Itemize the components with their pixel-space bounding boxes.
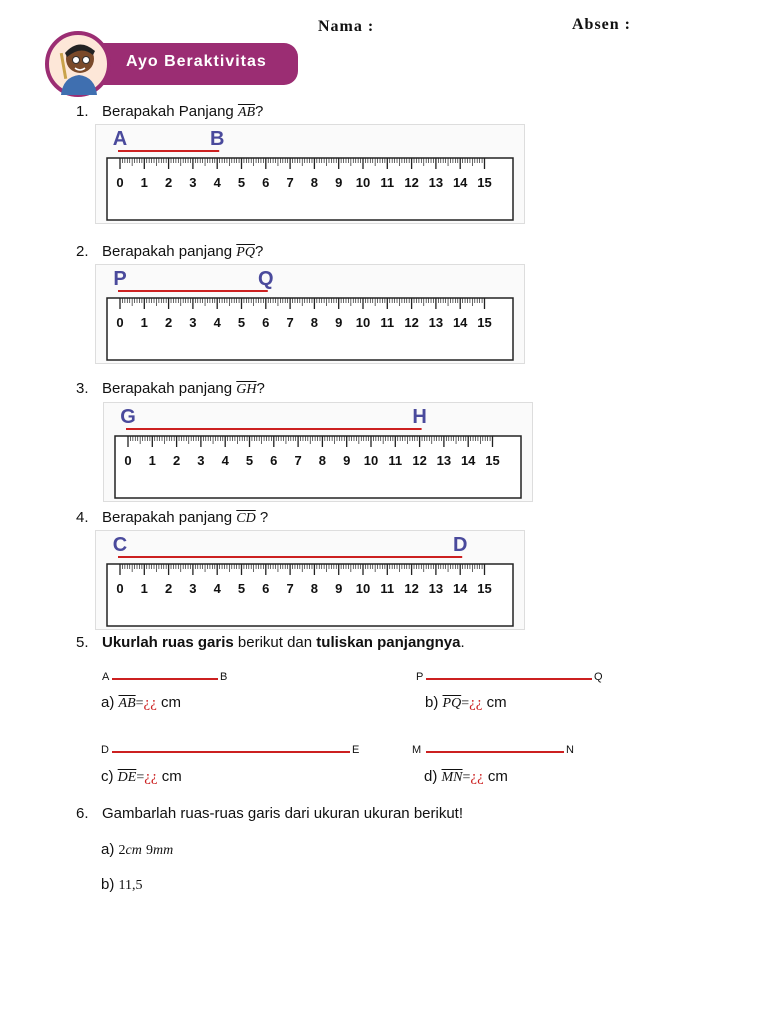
ruler-number: 14 bbox=[452, 175, 468, 190]
ruler-number: 10 bbox=[363, 453, 379, 468]
question-number: 3. bbox=[76, 380, 89, 397]
segment-mn bbox=[412, 744, 582, 758]
question-end: . bbox=[460, 634, 465, 651]
segment-line bbox=[112, 678, 218, 680]
answer-d bbox=[424, 768, 508, 786]
ruler-number: 0 bbox=[116, 581, 124, 596]
segment-end-letter: Q bbox=[258, 268, 274, 290]
question-number: 4. bbox=[76, 509, 89, 526]
ruler-cd bbox=[95, 530, 525, 630]
question-5 bbox=[76, 634, 465, 651]
answer-b bbox=[425, 694, 507, 712]
equals-sign: = bbox=[135, 696, 144, 711]
segment-de bbox=[101, 744, 366, 758]
ruler-number: 13 bbox=[428, 315, 444, 330]
ruler-number: 7 bbox=[286, 175, 294, 190]
ruler-number: 6 bbox=[262, 175, 270, 190]
ruler-svg bbox=[95, 124, 525, 224]
ruler-number: 1 bbox=[148, 453, 156, 468]
question-text: Berapakah panjang bbox=[102, 509, 237, 526]
answer-label: b) bbox=[425, 694, 439, 711]
segment-line bbox=[426, 751, 564, 753]
segment-start-letter: G bbox=[120, 406, 136, 428]
segment-symbol: $\overline{DE}$ bbox=[117, 770, 137, 785]
answer-label: d) bbox=[424, 768, 438, 785]
ruler-number: 1 bbox=[140, 581, 148, 596]
ruler-number: 7 bbox=[294, 453, 302, 468]
question-text: Berapakah panjang bbox=[102, 243, 237, 260]
ruler-number: 15 bbox=[477, 315, 492, 330]
ruler-svg bbox=[95, 264, 525, 364]
equals-sign: = bbox=[462, 770, 471, 785]
ruler-number: 4 bbox=[221, 453, 229, 468]
ruler-number: 10 bbox=[355, 315, 371, 330]
ruler-number: 13 bbox=[428, 175, 444, 190]
question-number: 6. bbox=[76, 805, 89, 822]
ruler-number: 8 bbox=[310, 175, 319, 190]
segment-line bbox=[426, 678, 592, 680]
segment-end-letter: H bbox=[412, 406, 427, 428]
ruler-number: 8 bbox=[310, 581, 319, 596]
banner-title: Ayo Beraktivitas bbox=[126, 53, 267, 70]
ruler-number: 2 bbox=[164, 175, 173, 190]
segment-start-letter: P bbox=[113, 268, 127, 290]
ruler-number: 13 bbox=[428, 581, 444, 596]
ruler-number: 2 bbox=[164, 315, 173, 330]
ruler-number: 5 bbox=[237, 581, 246, 596]
unit-label: cm bbox=[482, 694, 507, 711]
value-unit: mm bbox=[153, 843, 174, 858]
segment-symbol: $\overline{PQ}$ bbox=[442, 696, 462, 711]
ruler-number: 3 bbox=[189, 315, 197, 330]
ruler-number: 14 bbox=[452, 581, 468, 596]
ruler-svg bbox=[103, 402, 533, 502]
question-number: 2. bbox=[76, 243, 89, 260]
segment-symbol: $\overline{GH}$ bbox=[236, 382, 257, 397]
unit-label: cm bbox=[483, 768, 508, 785]
ruler-number: 7 bbox=[286, 315, 294, 330]
segment-symbol: $\overline{CD}$ bbox=[236, 511, 256, 526]
question-text: Berapakah panjang bbox=[102, 380, 237, 397]
answer-blank[interactable]: ¿¿ bbox=[144, 769, 158, 785]
ruler-gh bbox=[103, 402, 533, 502]
ruler-number: 15 bbox=[477, 581, 492, 596]
ruler-number: 11 bbox=[380, 175, 395, 190]
segment-end-letter: B bbox=[209, 128, 225, 150]
answer-c bbox=[101, 768, 182, 786]
question-2 bbox=[76, 243, 263, 261]
segment-end-label: B bbox=[220, 671, 228, 683]
equals-sign: = bbox=[461, 696, 470, 711]
item-label: b) bbox=[101, 876, 115, 893]
ruler-number: 0 bbox=[116, 315, 124, 330]
segment-end-letter: D bbox=[452, 534, 468, 556]
nama-label: Nama : bbox=[318, 18, 375, 35]
segment-line bbox=[112, 751, 350, 753]
segment-symbol: $\overline{MN}$ bbox=[441, 770, 463, 785]
segment-pq bbox=[416, 671, 616, 685]
question-text: berikut dan bbox=[233, 634, 317, 651]
answer-blank[interactable]: ¿¿ bbox=[469, 695, 483, 711]
answer-a bbox=[101, 694, 181, 712]
ruler-pq bbox=[95, 264, 525, 364]
question-text: Berapakah Panjang bbox=[102, 103, 238, 120]
ruler-number: 3 bbox=[189, 581, 197, 596]
question-number: 1. bbox=[76, 103, 89, 120]
ruler-number: 3 bbox=[189, 175, 197, 190]
ruler-number: 8 bbox=[310, 315, 319, 330]
ruler-number: 0 bbox=[116, 175, 124, 190]
question-1 bbox=[76, 103, 263, 121]
segment-start-label: M bbox=[412, 744, 422, 756]
ruler-number: 12 bbox=[404, 581, 419, 596]
item-6a bbox=[101, 841, 173, 859]
absen-label: Absen : bbox=[572, 16, 632, 33]
equals-sign: = bbox=[136, 770, 145, 785]
ruler-number: 6 bbox=[270, 453, 278, 468]
ruler-number: 2 bbox=[172, 453, 181, 468]
item-label: a) bbox=[101, 841, 115, 858]
segment-end-label: N bbox=[566, 744, 574, 756]
item-6b bbox=[101, 876, 143, 894]
ruler-number: 8 bbox=[318, 453, 327, 468]
answer-blank[interactable]: ¿¿ bbox=[470, 769, 484, 785]
ruler-number: 10 bbox=[355, 175, 371, 190]
value-number: 11,5 bbox=[118, 878, 143, 893]
ruler-number: 11 bbox=[388, 453, 403, 468]
segment-symbol: $\overline{AB}$ bbox=[118, 696, 136, 711]
question-number: 5. bbox=[76, 634, 89, 651]
question-4 bbox=[76, 509, 268, 527]
question-bold-2: tuliskan panjangnya bbox=[316, 634, 461, 651]
question-bold-1: Ukurlah ruas garis bbox=[102, 634, 234, 651]
ruler-number: 10 bbox=[355, 581, 371, 596]
ruler-ab bbox=[95, 124, 525, 224]
student-avatar bbox=[45, 31, 111, 97]
answer-label: a) bbox=[101, 694, 115, 711]
segment-symbol: $\overline{AB}$ bbox=[237, 105, 256, 120]
ruler-number: 15 bbox=[477, 175, 492, 190]
ruler-number: 0 bbox=[124, 453, 132, 468]
unit-label: cm bbox=[157, 768, 182, 785]
question-suffix: ? bbox=[256, 380, 265, 397]
value-unit: cm bbox=[125, 843, 142, 858]
ruler-number: 11 bbox=[380, 581, 395, 596]
ruler-number: 4 bbox=[213, 175, 221, 190]
ruler-number: 12 bbox=[404, 315, 419, 330]
answer-blank[interactable]: ¿¿ bbox=[143, 695, 157, 711]
ruler-number: 6 bbox=[262, 581, 270, 596]
ruler-number: 5 bbox=[245, 453, 254, 468]
ruler-number: 5 bbox=[237, 175, 246, 190]
segment-start-label: A bbox=[102, 671, 110, 683]
ruler-number: 9 bbox=[335, 581, 343, 596]
segment-end-label: Q bbox=[594, 671, 603, 683]
answer-label: c) bbox=[101, 768, 114, 785]
ruler-number: 9 bbox=[335, 315, 343, 330]
unit-label: cm bbox=[156, 694, 182, 711]
segment-start-letter: A bbox=[112, 128, 128, 150]
question-3 bbox=[76, 380, 265, 398]
question-suffix: ? bbox=[255, 509, 269, 526]
ruler-number: 11 bbox=[380, 315, 395, 330]
ruler-number: 4 bbox=[213, 315, 221, 330]
ruler-number: 3 bbox=[197, 453, 205, 468]
ruler-number: 9 bbox=[335, 175, 343, 190]
ruler-number: 12 bbox=[404, 175, 419, 190]
question-6 bbox=[76, 805, 463, 822]
segment-symbol: $\overline{PQ}$ bbox=[236, 245, 255, 260]
ruler-number: 2 bbox=[164, 581, 173, 596]
value-number: 9 bbox=[146, 843, 154, 858]
segment-end-label: E bbox=[352, 744, 360, 756]
segment-ab bbox=[102, 671, 232, 685]
ruler-number: 7 bbox=[286, 581, 294, 596]
question-suffix: ? bbox=[255, 103, 264, 120]
ruler-number: 1 bbox=[140, 175, 148, 190]
ruler-number: 6 bbox=[262, 315, 270, 330]
segment-start-letter: C bbox=[112, 534, 128, 556]
ruler-number: 14 bbox=[460, 453, 476, 468]
ruler-number: 4 bbox=[213, 581, 221, 596]
question-suffix: ? bbox=[254, 243, 264, 260]
value-number: 2 bbox=[118, 843, 126, 858]
ruler-svg bbox=[95, 530, 525, 630]
ruler-number: 9 bbox=[343, 453, 351, 468]
question-text: Gambarlah ruas-ruas garis dari ukuran ukuran berikut! bbox=[102, 805, 464, 822]
ruler-number: 12 bbox=[412, 453, 427, 468]
ruler-number: 5 bbox=[237, 315, 246, 330]
ruler-number: 14 bbox=[452, 315, 468, 330]
segment-start-label: D bbox=[101, 744, 109, 756]
ruler-number: 13 bbox=[436, 453, 452, 468]
activity-banner bbox=[96, 43, 298, 85]
ruler-number: 15 bbox=[485, 453, 500, 468]
ruler-number: 1 bbox=[140, 315, 148, 330]
segment-start-label: P bbox=[416, 671, 424, 683]
